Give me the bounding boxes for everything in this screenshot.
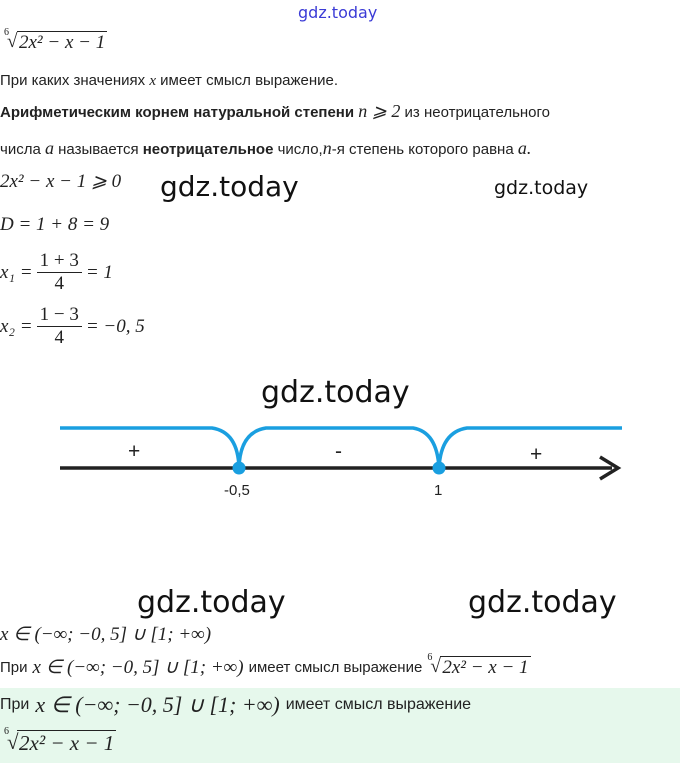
- point-minus-half: [233, 462, 246, 475]
- answer-set: x ∈ (−∞; −0, 5] ∪ [1; +∞): [0, 624, 212, 645]
- definition-line-2: числа a называется неотрицательное число,n-я степень которого равна a.: [0, 138, 532, 158]
- root-expression: 6 √ 2x² − x − 1: [4, 27, 106, 53]
- answer-line: При x ∈ (−∞; −0, 5] ∪ [1; +∞) имеет смысл выражение 6 √ 2x² − x − 1: [0, 651, 529, 678]
- root-x1: x₁ = $\frac{1 + 3}{4}$ = 1: [0, 250, 113, 294]
- final-answer-line: При x ∈ (−∞; −0, 5] ∪ [1; +∞) имеет смысл выражение: [0, 692, 472, 717]
- watermark: gdz.today: [494, 177, 589, 199]
- sign-plus-right: +: [530, 443, 543, 466]
- point-one: [433, 462, 446, 475]
- radicand: 2x² − x − 1: [19, 32, 106, 53]
- watermark: gdz.today: [261, 375, 410, 410]
- final-root-expression: 6 √ 2x² − x − 1: [4, 726, 115, 755]
- root-x2: x₂ = $\frac{1 - 3}{4}$ = −0, 5: [0, 304, 145, 348]
- definition-line-1: Арифметическим корнем натуральной степени n ⩾ 2 из неотрицательного: [0, 101, 551, 121]
- question-text: При каких значениях x имеет смысл выражение.: [0, 72, 339, 89]
- sign-minus: -: [335, 440, 342, 463]
- discriminant: D = 1 + 8 = 9: [0, 214, 110, 235]
- number-line-diagram: [0, 410, 680, 510]
- watermark: gdz.today: [160, 170, 299, 203]
- point-label-one: 1: [434, 482, 443, 499]
- watermark: gdz.today: [468, 585, 617, 620]
- site-header-link[interactable]: gdz.today: [298, 3, 378, 22]
- sign-plus-left: +: [128, 440, 141, 463]
- inequality: 2x² − x − 1 ⩾ 0: [0, 171, 122, 192]
- watermark: gdz.today: [137, 585, 286, 620]
- point-label-minus-half: -0,5: [224, 482, 250, 499]
